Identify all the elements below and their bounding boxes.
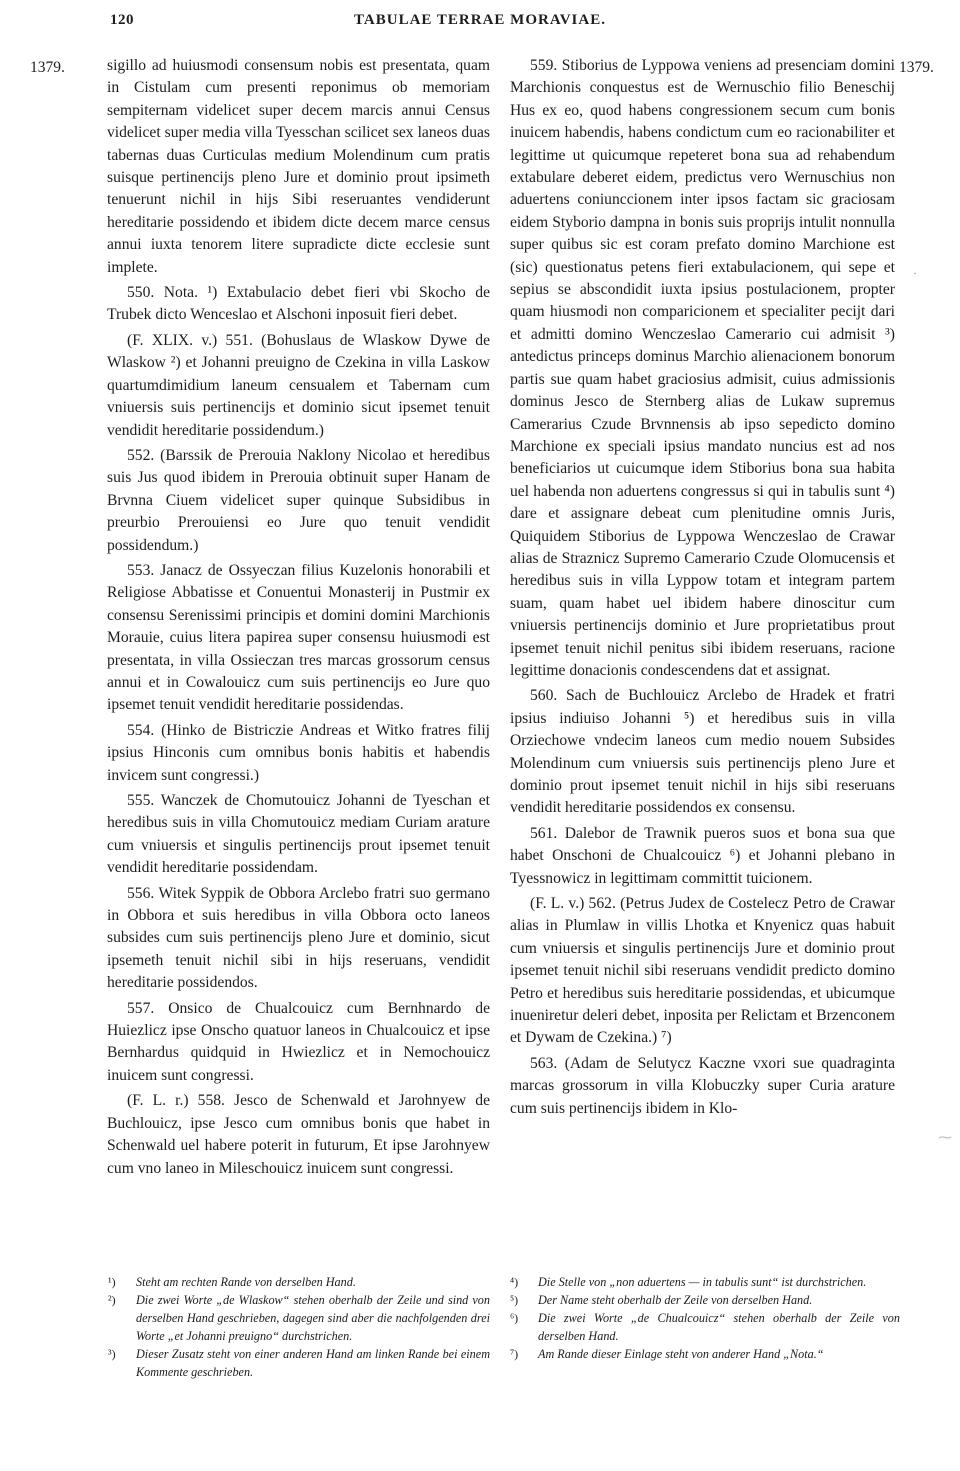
- footnote: [108, 1345, 490, 1381]
- margin-year-right: 1379.: [899, 59, 934, 76]
- footnote: [108, 1273, 490, 1291]
- page-header: [0, 12, 960, 36]
- margin-year-left: 1379.: [30, 59, 65, 76]
- footnote-number: ⁴): [510, 1275, 519, 1289]
- right-text-column: [510, 55, 895, 1123]
- margin-tick-mark: ⁓: [938, 1131, 952, 1146]
- paragraph: 553. Janacz de Ossyeczan filius Kuzelonis honorabili et Religiose Abbatisse et Conuentui Monasterij in Pustmir ex consensu Serenissimi principis et domini domini Marchionis Morauie, cuius litera papirea super consensu huiusmodi est presentata, in villa Ossieczan tres marcas grossorum census annui et in Cowalouicz cum suis pertinencijs eo Jure quo ipsemet tenuit vendidit hereditarie possidendas.: [107, 561, 490, 714]
- margin-dot-mark: ·: [913, 266, 917, 280]
- paragraph: 552. (Barssik de Prerouia Naklony Nicolao et heredibus suis Jus quod ibidem in Prerouia obtinuit super Hanam de Brvnna Ciuem videlicet super quinque Subsidibus in preurbio Prerouiensi eo Jure quo tenuit vendidit possidendum.): [107, 446, 490, 554]
- paragraph: 560. Sach de Buchlouicz Arclebo de Hradek et fratri ipsius indiuiso Johanni ⁵) et heredibus suis in villa Orziechowe vndecim laneos cum medio nouem Subsides Molendinum cum vniuersis suis pertinencijs pleno Jure et dominio prout ipsemet tenuit nichil in hijs sibi reseruans vendidit hereditarie possidendos ex consensu.: [510, 687, 895, 817]
- paragraph: 559. Stiborius de Lyppowa veniens ad presenciam domini Marchionis conquestus est de Wernuschio filio Beneschij Hus ex eo, quod habens congressionem secum cum bonis inuicem habendis, habens condictum cum eo racionabiliter et legittime ut quicumque repeteret bona sua ad rehabendum extabulare deberet eidem, predictus vero Wernuschius non aduertens coniunccionem inter ipsos factam sic graciosam eidem Styborio dampna in bonis suis proprijs intulit nonnulla super quibus sic est coram prefato domino Marchione est (sic) questionatus petens fieri extabulacionem, qui sepe et sepius se abscondidit iuxta ipsius postulacionem, propter quam hiusmodi non comparicionem et specialiter pecijt dari et admitti domino Wenczeslao Camerario cui admisit ³) antedictus princeps dominus Marchio alienacionem bonorum partis sue quam habet graciosius admisit, cuius admissionis dominus Jesco de Sternberg alias de Lukaw supremus Camerarius Czude Brvnnensis ab ipso sepedicto domino Marchione ex speciali ipsius mandato nuncius est ad nos beneficiarios ut cuicumque idem Stiborius bona sua habita uel habenda non aduertens congressus si qui in tabulis sunt ⁴) dare et assignare debeat cum plenitudine omnis Juris, Quiquidem Stiborius de Lyppowa Wenczeslao de Crawar alias de Straznicz Supremo Camerario Czude Olomucensis et heredibus suis in villa Lyppow totam et integram partem suam, quam habet uel ibidem habere dinoscitur cum vniuersis pertinencijs dominio et Jure proprietatibus prout ipsemet tenuit nichil penitus sibi ibidem reseruans, racione legittime donacionis condescendens dat et assignat.: [510, 57, 895, 679]
- footnote-number: ²): [108, 1293, 116, 1307]
- footnote-number: ⁷): [510, 1347, 519, 1361]
- paragraph: (F. L. r.) 558. Jesco de Schenwald et Jarohnyew de Buchlouicz, ipse Jesco cum omnibus bonis que habet in Schenwald uel habere poterit in futurum, Et ipse Jarohnyew cum vno laneo in Mileschouicz inuicem sunt congressi.: [107, 1092, 490, 1177]
- footnotes-left: [108, 1273, 490, 1381]
- page-number: 120: [110, 12, 134, 28]
- paragraph: 557. Onsico de Chualcouicz cum Bernhnardo de Huiezlicz ipse Onscho quatuor laneos in Chualcouicz et ipse Bernhardus quidquid in Hwiezlicz et in Nemochouicz inuicem sunt congressi.: [107, 999, 490, 1084]
- footnote: [510, 1309, 900, 1345]
- footnotes-right: [510, 1273, 900, 1363]
- footnote-number: ⁵): [510, 1293, 519, 1307]
- paragraph: (F. L. v.) 562. (Petrus Judex de Costelecz Petro de Crawar alias in Plumlaw in villis Lhotka et Knyenicz quas habuit cum vniuersis et singulis pertinencijs Jure et dominio prout ipsemet tenuit nichil sibi reseruans vendidit predicto domino Petro et heredibus suis hereditarie possidendas, et ubicumque inueniretur deleri debet, inposita per Relictam et Brzenconem et Dywam de Czekina.) ⁷): [510, 895, 895, 1047]
- footnote-text: Die Stelle von „non aduertens — in tabulis sunt“ ist durchstrichen.: [538, 1275, 867, 1289]
- paragraph: 556. Witek Syppik de Obbora Arclebo fratri suo germano in Obbora et suis heredibus in villa Obbora octo laneos subsides cum suis pertinencijs pleno Jure et dominio, sicut ipsemeth tenuit nichil sibi in hijs reseruans, vendidit hereditarie possidendos.: [107, 884, 490, 992]
- footnote-number: ³): [108, 1347, 116, 1361]
- paragraph: 554. (Hinko de Bistriczie Andreas et Witko fratres filij ipsius Hinconis cum omnibus bonis habitis et habendis invicem sunt congressi.): [107, 721, 490, 784]
- footnote-text: Dieser Zusatz steht von einer anderen Hand am linken Rande bei einem Kommente geschrieben.: [136, 1347, 490, 1379]
- footnote: [510, 1345, 900, 1363]
- left-text-column: [107, 55, 490, 1183]
- paragraph: (F. XLIX. v.) 551. (Bohuslaus de Wlaskow Dywe de Wlaskow ²) et Johanni preuigno de Czekina in villa Laskow quartumdimidium laneum censualem et Tabernam cum vniuersis suis pertinencijs et dominio sicut ipsemet tenuit vendidit hereditarie possidendum.): [107, 331, 490, 439]
- footnote: [510, 1273, 900, 1291]
- paragraph: 550. Nota. ¹) Extabulacio debet fieri vbi Skocho de Trubek dicto Wenceslao et Alschoni inposuit fieri debet.: [107, 284, 490, 324]
- footnote: [510, 1291, 900, 1309]
- paragraph: sigillo ad huiusmodi consensum nobis est presentata, quam in Cistulam cum presenti reponimus ob memoriam sempiternam videlicet super decem marcis annui Census videlicet super media villa Tyesschan scilicet sex laneos duas tabernas duas Curticulas medium Molendinum cum pratis suisque pertinencijs pleno Jure et dominio prout ipsimeth tenuerunt nichil in hijs Sibi reseruantes vendiderunt hereditarie possidendo et ibidem dicte decem marce census annui iuxta tenorem litere supradicte dicte ecclesie sunt implete.: [107, 57, 490, 276]
- footnote-number: ⁶): [510, 1311, 519, 1325]
- running-title: TABULAE TERRAE MORAVIAE.: [354, 12, 606, 28]
- footnote-text: Die zwei Worte „de Wlaskow“ stehen oberhalb der Zeile und sind von derselben Hand geschrieben, dagegen sind aber die nachfolgenden drei Worte „et Johanni preuigno“ durchstrichen.: [136, 1293, 490, 1343]
- paragraph: 561. Dalebor de Trawnik pueros suos et bona sua que habet Onschoni de Chualcouicz ⁶) et Johanni plebano in Tyessnowicz in legittimam committit tuicionem.: [510, 824, 895, 887]
- footnote-text: Der Name steht oberhalb der Zeile von derselben Hand.: [538, 1293, 813, 1307]
- footnote: [108, 1291, 490, 1345]
- footnote-text: Die zwei Worte „de Chualcouicz“ stehen oberhalb der Zeile von derselben Hand.: [538, 1311, 900, 1343]
- footnote-text: Am Rande dieser Einlage steht von anderer Hand „Nota.“: [538, 1347, 824, 1361]
- paragraph: 555. Wanczek de Chomutouicz Johanni de Tyeschan et heredibus suis in villa Chomutouicz mediam Curiam arature cum vniuersis et singulis pertinencijs prout ipsemet tenuit vendidit hereditarie possidendam.: [107, 792, 490, 877]
- paragraph: 563. (Adam de Selutycz Kaczne vxori sue quadraginta marcas grossorum in villa Klobuczky super Curia arature cum suis pertinencijs ibidem in Klo-: [510, 1054, 895, 1117]
- footnote-text: Steht am rechten Rande von derselben Hand.: [136, 1275, 356, 1289]
- footnote-number: ¹): [108, 1275, 116, 1289]
